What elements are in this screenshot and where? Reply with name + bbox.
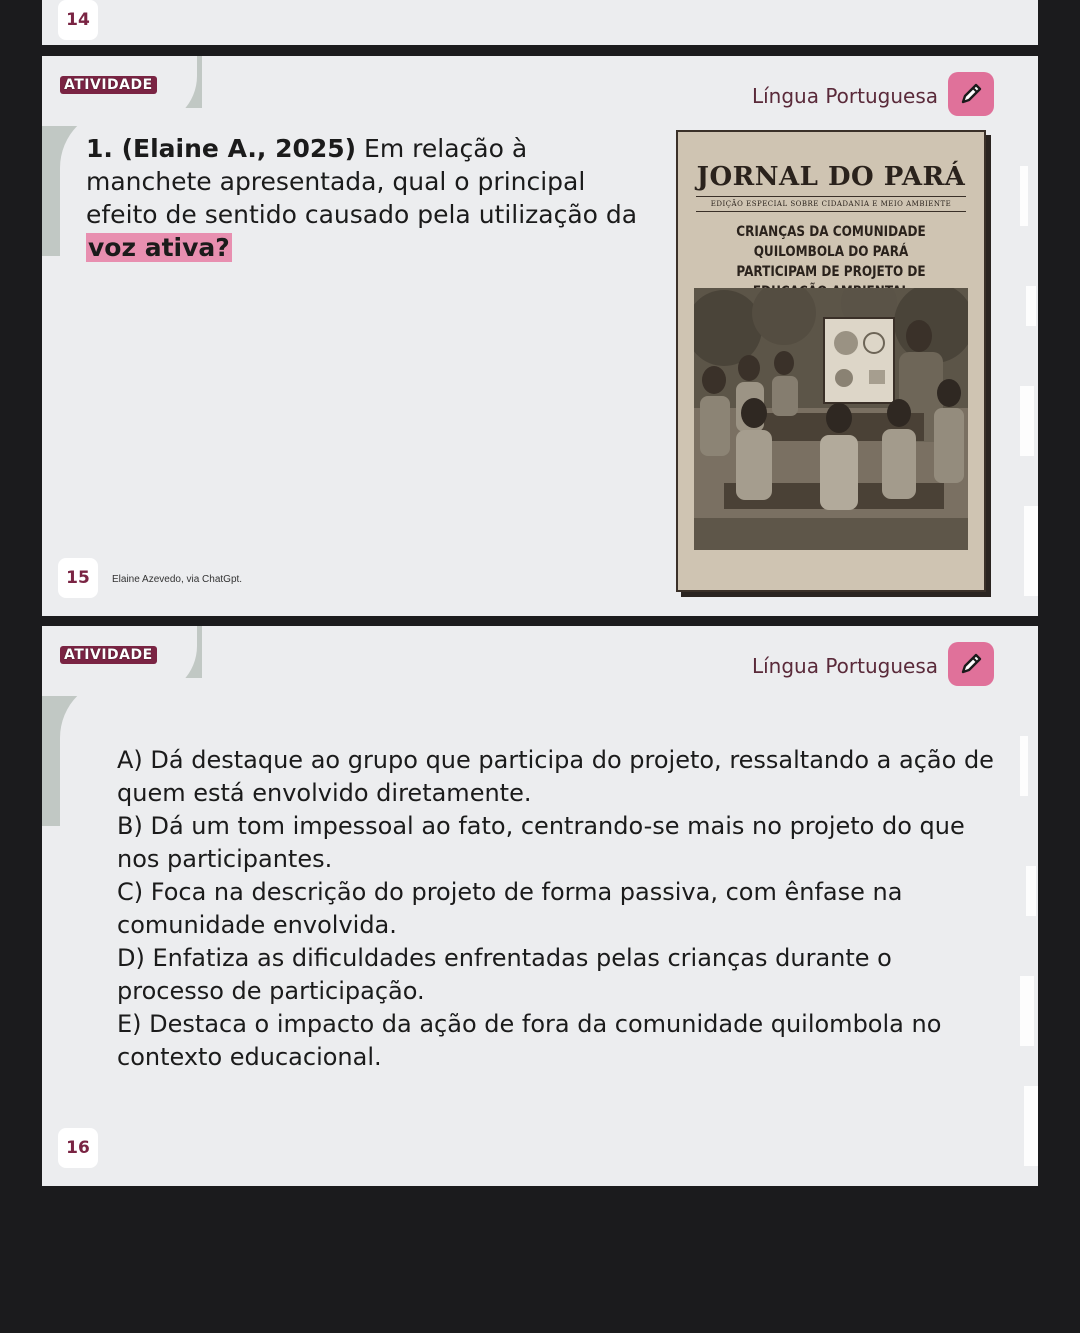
question-body: Em relação à manchete apresentada, qual o principal efeito de sentido causado pela utilização da xyxy=(86,134,638,229)
subject-label: Língua Portuguesa xyxy=(751,84,938,108)
pencil-icon xyxy=(956,649,986,679)
slide-16 xyxy=(42,626,1038,1186)
question-text xyxy=(86,132,646,264)
previous-slide xyxy=(42,0,1038,45)
newspaper-divider xyxy=(696,196,966,197)
question-number: 1. (Elaine A., 2025) xyxy=(86,134,357,163)
page-number-badge: 14 xyxy=(58,0,98,40)
page-number-badge: 15 xyxy=(58,558,98,598)
subject-label: Língua Portuguesa xyxy=(751,654,938,678)
newspaper-headline: CRIANÇAS DA COMUNIDADE QUILOMBOLA DO PARÁ PARTICIPAM DE PROJETO DE xyxy=(736,224,926,280)
option-e[interactable]: E) Destaca o impacto da ação de fora da comunidade quilombola no contexto educacional. xyxy=(117,1010,942,1071)
option-a[interactable]: A) Dá destaque ao grupo que participa do projeto, ressaltando a ação de quem está envolvido diretamente. xyxy=(117,746,994,807)
edit-button[interactable] xyxy=(948,72,994,116)
newspaper-image xyxy=(676,130,986,592)
activity-tag: ATIVIDADE xyxy=(60,646,157,664)
activity-tag: ATIVIDADE xyxy=(60,76,157,94)
newspaper-divider xyxy=(696,211,966,212)
pixel-decoration xyxy=(1020,146,1038,616)
newspaper-title: JORNAL DO PARÁ xyxy=(696,162,966,192)
page-number-badge: 16 xyxy=(58,1128,98,1168)
slide-15 xyxy=(42,56,1038,616)
option-b[interactable]: B) Dá um tom impessoal ao fato, centrando-se mais no projeto do que nos participantes. xyxy=(117,812,965,873)
pixel-decoration xyxy=(1020,716,1038,1186)
option-c[interactable]: C) Foca na descrição do projeto de forma passiva, com ênfase na comunidade envolvida. xyxy=(117,878,903,939)
pencil-icon xyxy=(956,79,986,109)
edit-button[interactable] xyxy=(948,642,994,686)
question-highlight: voz ativa? xyxy=(88,233,230,262)
answer-options xyxy=(117,744,997,1074)
newspaper-subtitle: EDIÇÃO ESPECIAL SOBRE CIDADANIA E MEIO AMBIENTE xyxy=(710,200,952,208)
option-d[interactable]: D) Enfatiza as dificuldades enfrentadas pelas crianças durante o processo de participação. xyxy=(117,944,892,1005)
image-credit: Elaine Azevedo, via ChatGpt. xyxy=(112,574,243,585)
newspaper-photo xyxy=(694,288,968,550)
